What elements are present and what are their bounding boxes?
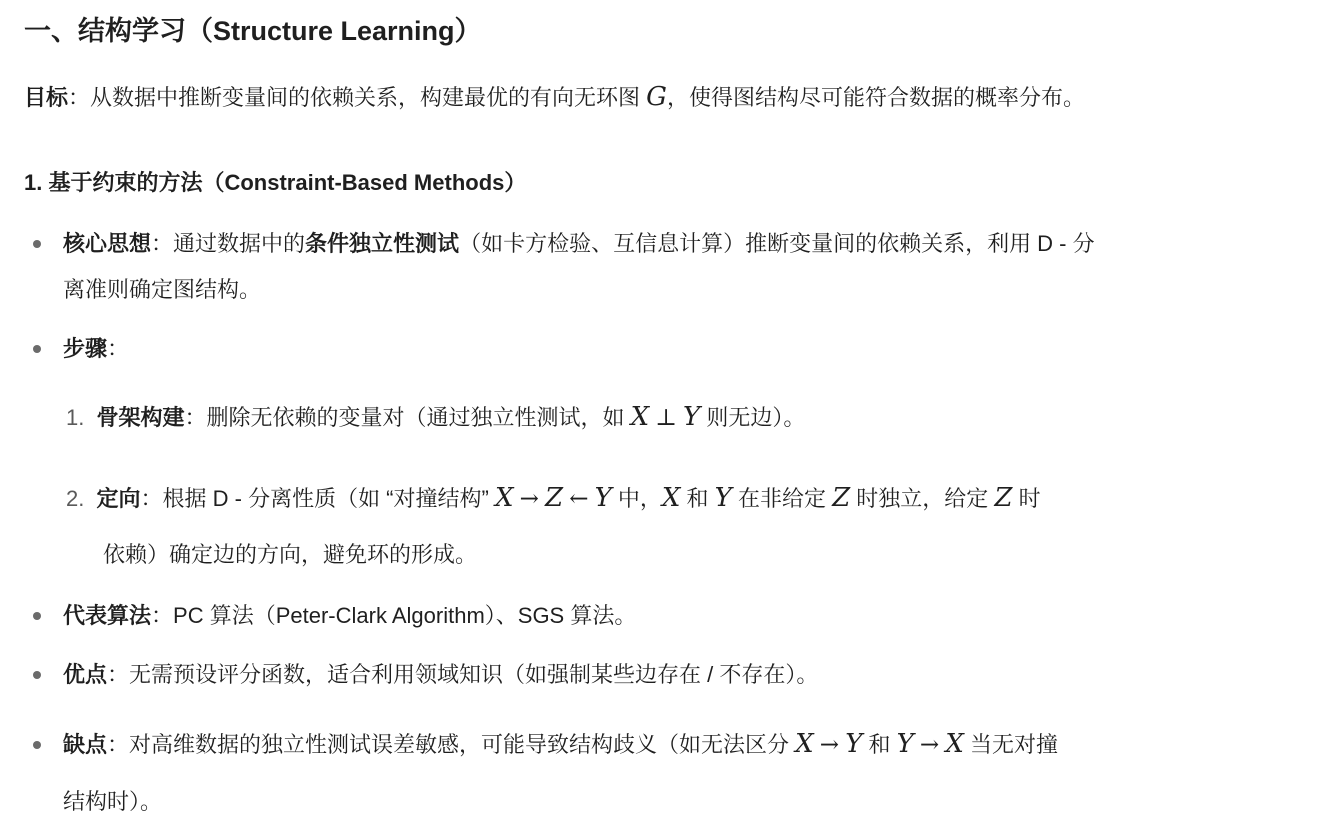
step-2-text-b: 中， [611,486,662,511]
core-idea-line-2: 离准则确定图结构。 [63,277,262,302]
math-var-y: Y [714,483,732,513]
math-arrow-right: → [819,732,840,758]
math-perp: ⊥ [655,405,677,431]
step-2-colon: ： [140,486,163,511]
algorithms-text: PC 算法（Peter-Clark Algorithm）、SGS 算法。 [173,603,637,628]
step-2-text-c: 和 [680,486,715,511]
pros-colon: ： [107,662,130,687]
pros-line [63,658,818,692]
math-arrow-right: → [519,486,539,512]
step-2-text-d: 在非给定 [731,486,833,511]
math-var-z: Z [545,483,564,513]
bullet-dot [33,612,41,620]
goal-label: 目标 [24,85,69,110]
step-2-text-e: 时独立，给定 [850,486,995,511]
step-2-number: 2. [66,486,85,511]
subsection-title: 1. 基于约束的方法（Constraint-Based Methods） [24,170,527,195]
math-var-x: X [795,729,814,759]
section-heading: 一、结构学习（Structure Learning） [24,16,482,46]
bullet-dot [33,240,41,248]
core-idea-label: 核心思想 [63,231,152,256]
math-var-y: Y [594,483,612,513]
steps-label: 步骤 [63,336,108,361]
algorithms-label: 代表算法 [63,603,152,628]
math-var-z: Z [994,483,1013,513]
math-var-x: X [630,402,650,432]
cons-colon: ： [107,732,130,757]
step-1-text-b: 则无边）。 [700,405,806,430]
goal-paragraph [24,80,1085,115]
goal-text-after: ，使得图结构尽可能符合数据的概率分布。 [666,85,1085,110]
math-var-z: Z [832,483,851,513]
pros-label: 优点 [63,662,108,687]
core-idea-bold-term: 条件独立性测试 [305,231,460,256]
step-1-text-a: 删除无依赖的变量对（通过独立性测试，如 [206,405,631,430]
cons-line-2: 结构时）。 [63,789,163,814]
bullet-dot [33,671,41,679]
cons-text-b: 和 [862,732,897,757]
math-arrow-left: ← [569,486,589,512]
math-arrow-right: → [919,732,940,758]
core-idea-text-a: 通过数据中的 [173,231,306,256]
step-1-number: 1. [66,405,85,430]
bullet-dot [33,345,41,353]
math-var-y: Y [845,729,863,759]
goal-colon: ： [68,85,91,110]
step-1-label: 骨架构建 [96,405,185,430]
math-var-x: X [494,483,514,513]
core-idea-colon: ： [151,231,174,256]
core-idea-line-1 [63,227,1095,261]
bullet-dot [33,741,41,749]
math-var-g: G [646,82,667,112]
cons-label: 缺点 [63,732,108,757]
step-1-line [66,400,805,435]
steps-line [63,332,129,366]
core-idea-text-b: （如卡方检验、互信息计算）推断变量间的依赖关系，利用 D - 分 [459,231,1095,256]
steps-colon: ： [107,336,130,361]
step-2-text-f: 时 [1012,486,1041,511]
cons-line-1 [63,727,1058,762]
pros-text: 无需预设评分函数，适合利用领域知识（如强制某些边存在 / 不存在）。 [129,662,819,687]
step-2-line-1 [66,481,1041,516]
math-var-y: Y [896,729,914,759]
step-1-colon: ： [184,405,207,430]
algorithms-colon: ： [151,603,174,628]
step-2-label: 定向 [96,486,141,511]
cons-text-a: 对高维数据的独立性测试误差敏感，可能导致结构歧义（如无法区分 [129,732,796,757]
step-2-text-a: 根据 D - 分离性质（如 “对撞结构” [162,486,495,511]
goal-text-before: 从数据中推断变量间的依赖关系，构建最优的有向无环图 [90,85,647,110]
math-var-y: Y [683,402,701,432]
math-var-x: X [945,729,964,759]
step-2-line-2: 依赖）确定边的方向，避免环的形成。 [103,542,478,567]
math-var-x: X [661,483,681,513]
algorithms-line [63,599,636,633]
cons-text-c: 当无对撞 [963,732,1058,757]
